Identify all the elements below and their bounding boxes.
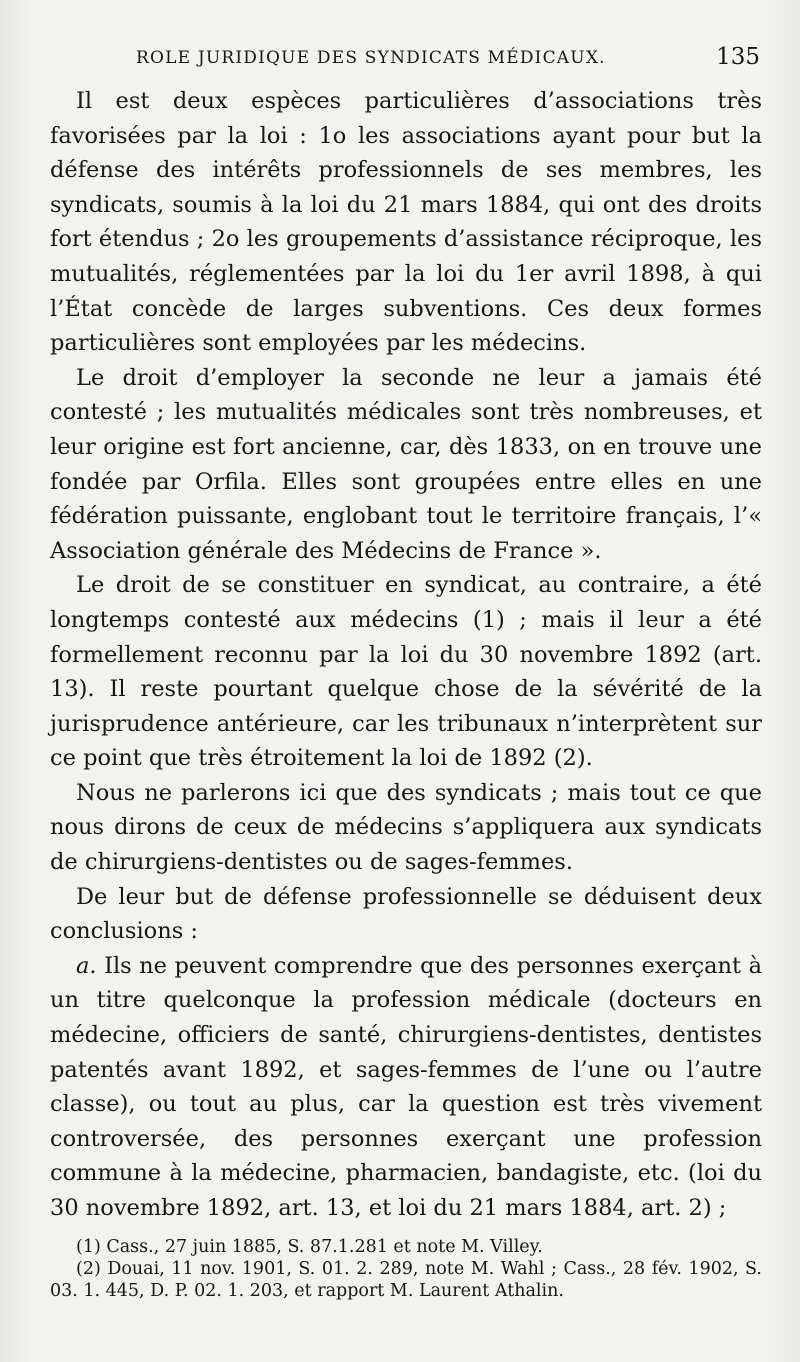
footnotes [50,1236,762,1302]
paragraph-5: De leur but de défense professionnelle se déduisent deux conclusions : [50,883,762,945]
paragraph-2: Le droit d’employer la seconde ne leur a jamais été contesté ; les mutualités médicales sont très nombreuses, et leur origine est fort ancienne, car, dès 1833, on en trouve une fondée par Orfila. Elles sont groupées entre elles en une fédération puissante, englobant tout le territoire français, l’« Association générale des Médecins de France ». [50,364,762,564]
running-header [50,44,762,78]
list-marker-a: a. [76,952,97,979]
page-number: 135 [716,44,760,70]
running-title: ROLE JURIDIQUE DES SYNDICATS MÉDICAUX. [136,48,606,68]
paragraph-1: Il est deux espèces particulières d’associations très favorisées par la loi : 1o les associations ayant pour but la défense des intérêts professionnels de ses membres, les syndicats, soumis à la loi du 21 mars 1884, qui ont des droits fort étendus ; 2o les groupements d’assistance réciproque, les mutualités, réglementées par la loi du 1er avril 1898, à qui l’État concède de larges subventions. Ces deux formes particulières sont employées par les médecins. [50,88,762,357]
paragraph-4: Nous ne parlerons ici que des syndicats ; mais tout ce que nous dirons de ceux de médecins s’appliquera aux syndicats de chirurgiens-dentistes ou de sages-femmes. [50,779,762,876]
paragraph-6 [50,949,762,1226]
footnote-1: (1) Cass., 27 juin 1885, S. 87.1.281 et note M. Villey. [76,1236,543,1257]
paragraph-6-text: Ils ne peuvent comprendre que des personnes exerçant à un titre quelconque la profession médicale (docteurs en médecine, officiers de santé, chirurgiens-dentistes, dentistes patentés avant 1892, et sages-femmes de l’une ou l’autre classe), ou tout au plus, car la question est très vivement controversée, des personnes exerçant une profession commune à la médecine, pharmacien, bandagiste, etc. (loi du 30 novembre 1892, art. 13, et loi du 21 mars 1884, art. 2) ; [50,952,762,1221]
footnote-2: (2) Douai, 11 nov. 1901, S. 01. 2. 289, note M. Wahl ; Cass., 28 fév. 1902, S. 03. 1. 445, D. P. 02. 1. 203, et rapport M. Laurent Athalin. [50,1258,762,1301]
body-text [50,84,762,1226]
paragraph-3: Le droit de se constituer en syndicat, au contraire, a été longtemps contesté aux médecins (1) ; mais il leur a été formellement reconnu par la loi du 30 novembre 1892 (art. 13). Il reste pourtant quelque chose de la sévérité de la jurisprudence antérieure, car les tribunaux n’interprètent sur ce point que très étroitement la loi de 1892 (2). [50,572,762,772]
